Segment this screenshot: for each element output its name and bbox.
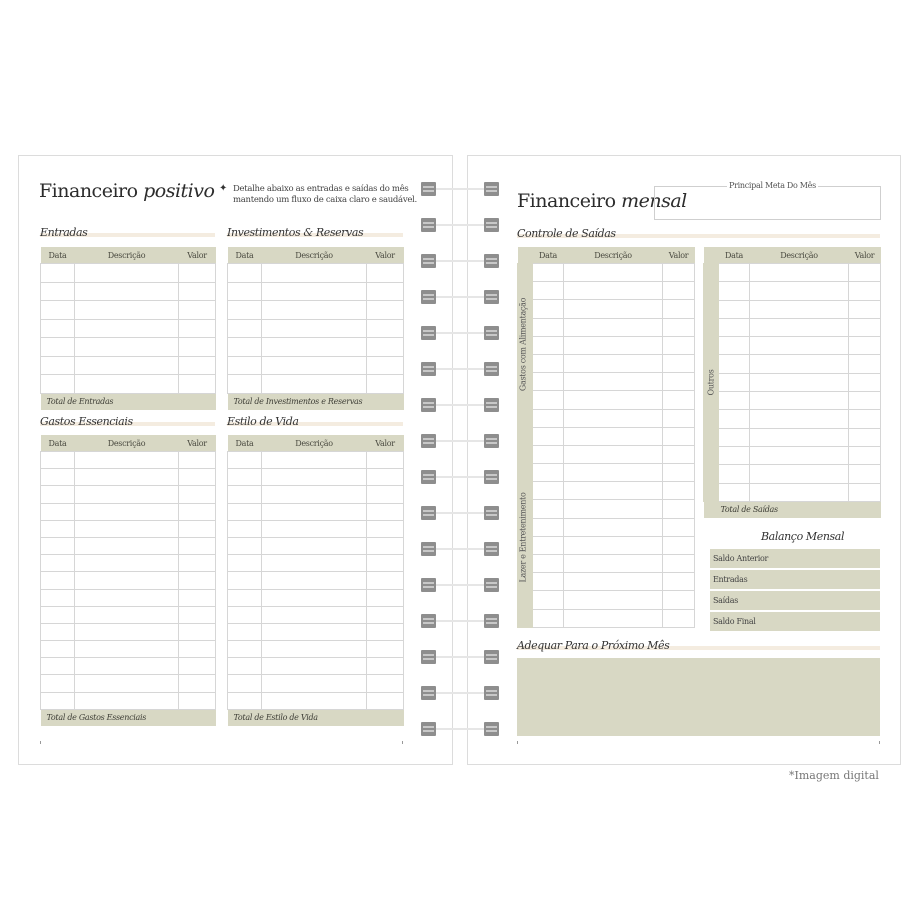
table-row[interactable] [41,282,216,301]
instruction-note: Detalhe abaixo as entradas e saídas do mês mantendo um fluxo de caixa claro e saudável. [233,184,417,205]
binding-ring [421,470,499,486]
table-row[interactable] [41,301,216,320]
table-row[interactable] [41,623,216,640]
binding-ring [421,434,499,450]
table-row[interactable] [518,282,695,300]
table-row[interactable] [518,391,695,409]
table-row[interactable] [41,658,216,675]
table-row[interactable] [41,503,216,520]
table-row[interactable] [41,469,216,486]
table-row[interactable] [41,375,216,394]
total-entradas: Total de Entradas [41,393,216,410]
table-row[interactable] [704,392,881,410]
investimentos-table: Data Descrição Valor Total de Investimentos e Reservas [227,247,404,410]
section-title-adequar: Adequar Para o Próximo Mês [517,639,670,652]
total-investimentos: Total de Investimentos e Reservas [228,393,404,410]
table-row[interactable] [518,482,695,500]
table-row[interactable] [228,692,404,709]
gastos-essenciais-table: Data Descrição Valor Total de Gastos Essenciais [40,435,216,726]
balanco-title: Balanço Mensal [761,530,845,543]
footer-note: *Imagem digital [789,769,879,782]
table-row[interactable] [41,606,216,623]
table-row[interactable] [228,486,404,503]
table-row[interactable] [228,319,404,338]
table-row[interactable] [228,282,404,301]
binding-ring [421,578,499,594]
table-row[interactable] [704,264,881,282]
balanco-saldo-final[interactable]: Saldo Final [710,612,880,631]
outros-table: Data Descrição Valor Total de Saídas [703,247,881,518]
binding-ring [421,686,499,702]
binding-ring [421,254,499,270]
table-row[interactable] [518,591,695,609]
table-row[interactable] [228,452,404,469]
table-row[interactable] [228,537,404,554]
table-row[interactable] [518,445,695,463]
table-row[interactable] [518,427,695,445]
balanco-saldo-anterior[interactable]: Saldo Anterior [710,549,880,568]
table-row[interactable] [704,282,881,300]
binding-ring [421,614,499,630]
table-row[interactable] [518,555,695,573]
table-row[interactable] [518,536,695,554]
table-row[interactable] [41,520,216,537]
total-saidas: Total de Saídas [719,501,881,518]
table-row[interactable] [41,641,216,658]
binding-ring [421,326,499,342]
table-row[interactable] [228,606,404,623]
table-row[interactable] [518,609,695,627]
table-row[interactable] [228,264,404,283]
binding-ring [421,182,499,198]
table-row[interactable] [228,675,404,692]
table-row[interactable] [41,572,216,589]
table-row[interactable] [704,373,881,391]
table-row[interactable] [518,373,695,391]
table-row[interactable] [228,520,404,537]
table-row[interactable] [41,486,216,503]
table-row[interactable] [518,500,695,518]
table-row[interactable] [41,264,216,283]
sparkle-icon: ✦ [219,183,228,194]
table-row[interactable] [41,452,216,469]
table-row[interactable] [518,318,695,336]
binding-ring [421,218,499,234]
section-title-controle-saidas: Controle de Saídas [517,227,616,240]
balanco-saidas[interactable]: Saídas [710,591,880,610]
binding-ring [421,542,499,558]
table-row[interactable] [518,464,695,482]
table-row[interactable] [518,518,695,536]
table-row[interactable] [228,301,404,320]
table-row[interactable] [704,410,881,428]
table-row[interactable] [704,355,881,373]
left-page-title: Financeiro positivo [39,180,215,202]
table-row[interactable] [228,641,404,658]
balanco-entradas[interactable]: Entradas [710,570,880,589]
table-row[interactable] [704,465,881,483]
table-row[interactable] [228,623,404,640]
binding-ring [421,290,499,306]
category-lazer: Lazer e Entretenimento [518,492,528,583]
table-row[interactable] [704,483,881,501]
section-title-investimentos: Investimentos & Reservas [227,226,364,239]
table-row[interactable] [704,300,881,318]
category-outros: Outros [706,369,716,396]
table-row[interactable] [41,537,216,554]
total-gastos-essenciais: Total de Gastos Essenciais [41,709,216,726]
estilo-de-vida-table: Data Descrição Valor Total de Estilo de Vida [227,435,404,726]
table-row[interactable] [518,573,695,591]
controle-saidas-table: Data Descrição Valor [517,247,695,628]
binding-ring [421,650,499,666]
table-row[interactable] [41,319,216,338]
table-row[interactable] [518,300,695,318]
binding-ring [421,506,499,522]
table-row[interactable] [228,572,404,589]
goal-label: Principal Meta Do Mês [729,181,816,190]
table-row[interactable] [228,555,404,572]
table-row[interactable] [228,658,404,675]
table-row[interactable] [41,589,216,606]
total-estilo-de-vida: Total de Estilo de Vida [228,709,404,726]
section-title-entradas: Entradas [40,226,88,239]
category-alimentacao: Gastos com Alimentação [518,297,528,392]
table-row[interactable] [228,589,404,606]
section-title-estilo-de-vida: Estilo de Vida [227,415,299,428]
table-row[interactable] [228,375,404,394]
table-row[interactable] [228,338,404,357]
binding-ring [421,398,499,414]
table-row[interactable] [518,354,695,372]
goal-input-box[interactable] [654,186,881,220]
table-row[interactable] [704,428,881,446]
table-row[interactable] [228,469,404,486]
binding-ring [421,722,499,738]
table-row[interactable] [704,337,881,355]
table-row[interactable] [704,446,881,464]
table-row[interactable] [704,318,881,336]
table-row[interactable] [518,409,695,427]
table-row[interactable] [41,338,216,357]
table-row[interactable] [228,356,404,375]
table-row[interactable] [41,555,216,572]
table-row[interactable] [41,356,216,375]
table-row[interactable] [228,503,404,520]
binding-ring [421,362,499,378]
adequar-notes-box[interactable] [517,658,880,736]
table-row[interactable] [41,692,216,709]
table-row[interactable] [518,264,695,282]
right-page-title: Financeiro mensal [517,190,687,212]
table-row[interactable] [518,336,695,354]
section-title-gastos-essenciais: Gastos Essenciais [40,415,133,428]
table-row[interactable] [41,675,216,692]
entradas-table: Data Descrição Valor Total de Entradas [40,247,216,410]
